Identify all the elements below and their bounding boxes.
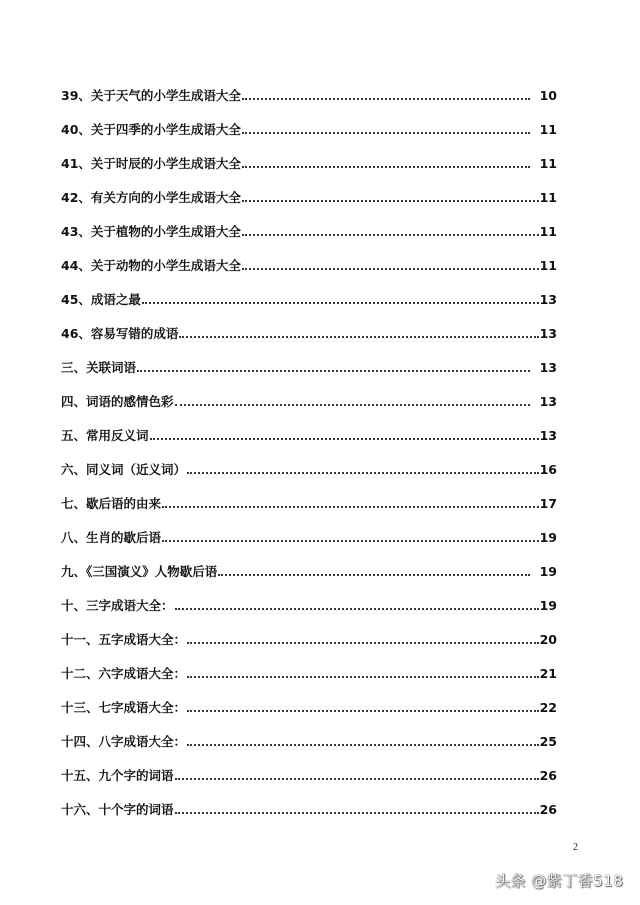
toc-entry-title: 42、有关方向的小学生成语大全 bbox=[61, 190, 241, 205]
toc-entry-page: 22 bbox=[539, 699, 557, 715]
dot-leader bbox=[242, 222, 539, 236]
toc-entry-title: 四、词语的感情色彩 bbox=[61, 394, 174, 409]
toc-entry[interactable] bbox=[61, 282, 557, 316]
dot-leader bbox=[187, 630, 539, 644]
toc-entry-title: 十四、八字成语大全： bbox=[61, 734, 187, 749]
dot-leader bbox=[242, 120, 530, 134]
toc-entry-title: 八、生肖的歇后语 bbox=[61, 530, 162, 545]
toc-entry-page: 13 bbox=[539, 427, 557, 443]
toc-entry[interactable] bbox=[61, 486, 557, 520]
toc-entry[interactable] bbox=[61, 588, 557, 622]
toc-entry-page: 17 bbox=[539, 495, 557, 511]
toc-entry-page: 11 bbox=[539, 189, 557, 205]
toc-entry[interactable] bbox=[61, 112, 557, 146]
toc-entry[interactable] bbox=[61, 554, 557, 588]
toc-entry-title: 十一、五字成语大全： bbox=[61, 632, 187, 647]
dot-leader bbox=[175, 596, 539, 610]
toc-entry[interactable] bbox=[61, 316, 557, 350]
dot-leader bbox=[179, 324, 538, 338]
dot-leader bbox=[187, 664, 539, 678]
toc-entry-page: 11 bbox=[539, 257, 557, 273]
toc-entry-title: 十三、七字成语大全： bbox=[61, 700, 187, 715]
toc-entry-page: 26 bbox=[539, 801, 557, 817]
dot-leader bbox=[137, 358, 530, 372]
toc-entry-title: 十二、六字成语大全： bbox=[61, 666, 187, 681]
dot-leader bbox=[187, 698, 539, 712]
toc-entry[interactable] bbox=[61, 622, 557, 656]
toc-entry-page: 11 bbox=[539, 155, 557, 171]
dot-leader bbox=[142, 290, 539, 304]
toc-entry-title: 十五、九个字的词语 bbox=[61, 768, 174, 783]
toc-entry[interactable] bbox=[61, 792, 557, 826]
toc-entry[interactable] bbox=[61, 248, 557, 282]
toc-entry-page: 13 bbox=[539, 393, 557, 409]
toc-entry[interactable] bbox=[61, 180, 557, 214]
toc-entry-title: 十六、十个字的词语 bbox=[61, 802, 174, 817]
page-number: 2 bbox=[573, 842, 578, 853]
toc-entry-title: 39、关于天气的小学生成语大全 bbox=[61, 88, 241, 103]
toc-entry[interactable] bbox=[61, 350, 557, 384]
toc-entry[interactable] bbox=[61, 146, 557, 180]
toc-entry-page: 26 bbox=[539, 767, 557, 783]
toc-entry-page: 10 bbox=[539, 87, 557, 103]
toc-entry-page: 25 bbox=[539, 733, 557, 749]
dot-leader bbox=[242, 86, 530, 100]
toc-entry-page: 19 bbox=[539, 563, 557, 579]
toc-entry[interactable] bbox=[61, 690, 557, 724]
toc-entry-page: 20 bbox=[539, 631, 557, 647]
dot-leader bbox=[150, 426, 539, 440]
toc-entry-title: 40、关于四季的小学生成语大全 bbox=[61, 122, 241, 137]
toc-entry[interactable] bbox=[61, 452, 557, 486]
toc-entry[interactable] bbox=[61, 418, 557, 452]
watermark: 头条 @紫丁香518 bbox=[495, 872, 624, 890]
dot-leader bbox=[175, 800, 539, 814]
toc-entry-page: 19 bbox=[539, 529, 557, 545]
dot-leader bbox=[187, 732, 539, 746]
toc-entry[interactable] bbox=[61, 656, 557, 690]
toc-entry[interactable] bbox=[61, 214, 557, 248]
toc-entry-title: 46、容易写错的成语 bbox=[61, 326, 179, 341]
toc-entry-title: 五、常用反义词 bbox=[61, 428, 149, 443]
dot-leader bbox=[242, 154, 530, 168]
toc-entry-title: 十、三字成语大全： bbox=[61, 598, 174, 613]
dot-leader bbox=[218, 562, 529, 576]
dot-leader bbox=[242, 256, 539, 270]
dot-leader bbox=[162, 528, 539, 542]
toc-entry-page: 13 bbox=[539, 291, 557, 307]
toc-entry-page: 13 bbox=[539, 359, 557, 375]
toc-entry-page: 11 bbox=[539, 121, 557, 137]
toc-entry-title: 41、关于时辰的小学生成语大全 bbox=[61, 156, 241, 171]
toc-entry-page: 19 bbox=[539, 597, 557, 613]
toc-entry-title: 43、关于植物的小学生成语大全 bbox=[61, 224, 241, 239]
dot-leader bbox=[187, 460, 539, 474]
dot-leader bbox=[162, 494, 539, 508]
toc-entry[interactable] bbox=[61, 724, 557, 758]
toc-entry[interactable] bbox=[61, 758, 557, 792]
toc-entry[interactable] bbox=[61, 384, 557, 418]
dot-leader bbox=[175, 766, 539, 780]
toc-entry-page: 21 bbox=[539, 665, 557, 681]
dot-leader bbox=[175, 392, 530, 406]
toc-entry[interactable] bbox=[61, 520, 557, 554]
toc-entry-title: 七、歇后语的由来 bbox=[61, 496, 162, 511]
toc-entry-title: 44、关于动物的小学生成语大全 bbox=[61, 258, 241, 273]
toc-entry-page: 11 bbox=[539, 223, 557, 239]
dot-leader bbox=[242, 188, 539, 202]
toc-entry-title: 六、同义词（近义词） bbox=[61, 462, 187, 477]
toc-entry[interactable] bbox=[61, 78, 557, 112]
toc-entry-title: 九、《三国演义》人物歇后语 bbox=[61, 564, 218, 579]
toc-entry-title: 45、成语之最 bbox=[61, 292, 141, 307]
toc-entry-page: 13 bbox=[539, 325, 557, 341]
table-of-contents bbox=[61, 78, 557, 826]
toc-entry-title: 三、关联词语 bbox=[61, 360, 137, 375]
toc-entry-page: 16 bbox=[539, 461, 557, 477]
